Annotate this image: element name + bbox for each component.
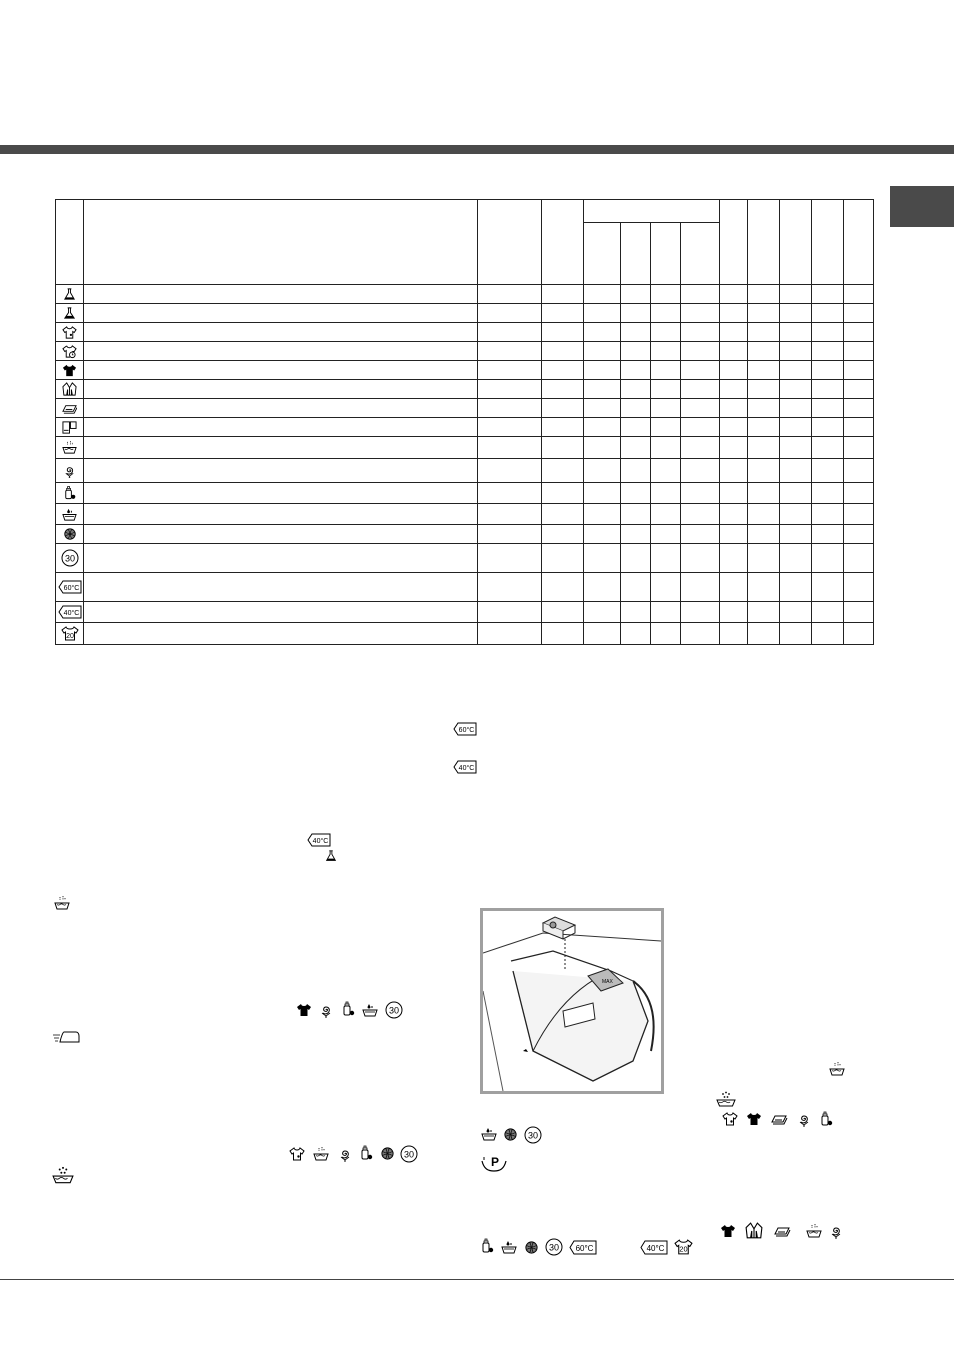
table-row: [56, 380, 874, 399]
tag-60-icon: [569, 1240, 597, 1255]
baby-bottle-icon: [479, 1237, 495, 1255]
dark-shirt-icon: [62, 363, 77, 378]
table-row: [56, 525, 874, 544]
tag-60-label: 60°C: [575, 1244, 594, 1253]
shirt-clock-icon: [62, 344, 77, 359]
spiral-wool-icon: [318, 1000, 334, 1020]
table-row: [56, 459, 874, 483]
towels-icon: [770, 1111, 788, 1127]
table-row: [56, 361, 874, 380]
prewash-tub-icon: [716, 1090, 736, 1108]
table-row: [56, 544, 874, 573]
spiral-wool-icon: [337, 1144, 353, 1164]
tag-40-label: 40°C: [312, 838, 329, 845]
shirt-20-icon: [61, 625, 79, 642]
hand-wash-tub-icon: [828, 1061, 846, 1077]
tag-60-label: 60°C: [63, 585, 79, 592]
quick-30-icon: [61, 549, 79, 567]
duvet-icon: [62, 420, 77, 435]
quick-30-label: 30: [548, 1242, 560, 1253]
max-label: MAX: [602, 979, 613, 985]
baby-bottle-icon: [818, 1110, 834, 1128]
spiral-wool-icon: [62, 462, 77, 479]
spiral-wool-icon: [796, 1109, 812, 1129]
hand-wash-tub-icon: [805, 1223, 823, 1239]
table-row: [56, 504, 874, 525]
tag-60-icon: [453, 722, 477, 736]
tag-40-label: 40°C: [646, 1244, 665, 1253]
table-row: [56, 342, 874, 361]
shirt-stain-icon: [289, 1146, 305, 1162]
quick-30-icon: [385, 1001, 403, 1019]
detergent-flask-small-icon: [62, 306, 77, 321]
baby-bottle-icon: [62, 485, 77, 501]
tag-40-label: 40°C: [458, 765, 475, 772]
prewash-p-label: P: [490, 1155, 500, 1169]
jacket-icon: [745, 1222, 763, 1240]
prewash-p-icon: [481, 1153, 507, 1173]
baby-bottle-icon: [358, 1144, 374, 1162]
tag-40-label: 40°C: [63, 610, 79, 617]
language-tab: [890, 186, 954, 227]
table-row: [56, 437, 874, 459]
tag-40-icon: [453, 760, 477, 774]
shirt-20-label: 20: [65, 633, 74, 640]
hand-wash-tub-icon: [312, 1146, 330, 1162]
yarn-ball-icon: [524, 1240, 539, 1255]
quick-30-icon: [524, 1126, 542, 1144]
table-row: [56, 399, 874, 418]
quick-30-label: 30: [527, 1130, 539, 1141]
tag-40-icon: [58, 605, 82, 619]
hand-wash-tub-icon: [62, 440, 77, 455]
shirt-stain-icon: [722, 1111, 738, 1127]
shirt-stain-icon: [62, 325, 77, 340]
baby-bottle-icon: [340, 1000, 356, 1018]
tub-drop-icon: [362, 1002, 378, 1018]
footer-rule: [0, 1279, 954, 1280]
yarn-ball-icon: [503, 1127, 518, 1142]
detergent-flask-icon: [62, 287, 77, 302]
table-row: [56, 323, 874, 342]
detergent-flask-icon: [324, 849, 338, 863]
towels-icon: [773, 1223, 791, 1239]
tag-60-label: 60°C: [458, 727, 475, 734]
spiral-wool-icon: [828, 1221, 844, 1241]
quick-30-icon: [545, 1238, 563, 1256]
table-row: [56, 602, 874, 623]
yarn-ball-icon: [63, 527, 77, 541]
quick-30-label: 30: [403, 1149, 415, 1160]
tag-60-icon: [58, 580, 82, 594]
tag-40-icon: [640, 1240, 668, 1255]
table-row: [56, 418, 874, 437]
quick-30-label: 30: [64, 553, 75, 564]
tag-40-icon: [307, 833, 331, 847]
dark-shirt-icon: [720, 1223, 736, 1239]
quick-30-label: 30: [388, 1005, 400, 1016]
header-bar: [0, 145, 954, 154]
hand-wash-tub-icon: [52, 895, 72, 911]
tub-drop-icon: [501, 1239, 517, 1255]
iron-icon: [52, 1029, 82, 1045]
table-row: [56, 483, 874, 504]
dark-shirt-icon: [746, 1111, 762, 1127]
table-row: [56, 623, 874, 645]
table-row: [56, 573, 874, 602]
prewash-tub-icon: [52, 1165, 74, 1185]
tub-drop-icon: [481, 1126, 497, 1142]
towels-icon: [62, 401, 77, 416]
detergent-drawer-illustration: [480, 908, 664, 1094]
dark-shirt-icon: [296, 1002, 312, 1018]
shirt-20-icon: [674, 1238, 693, 1256]
programme-table: [55, 199, 874, 645]
yarn-ball-icon: [380, 1146, 395, 1161]
table-row: [56, 304, 874, 323]
table-row: [56, 285, 874, 304]
tub-drop-icon: [62, 507, 77, 522]
jacket-icon: [62, 382, 77, 397]
quick-30-icon: [400, 1145, 418, 1163]
shirt-20-label: 20: [679, 1244, 688, 1254]
